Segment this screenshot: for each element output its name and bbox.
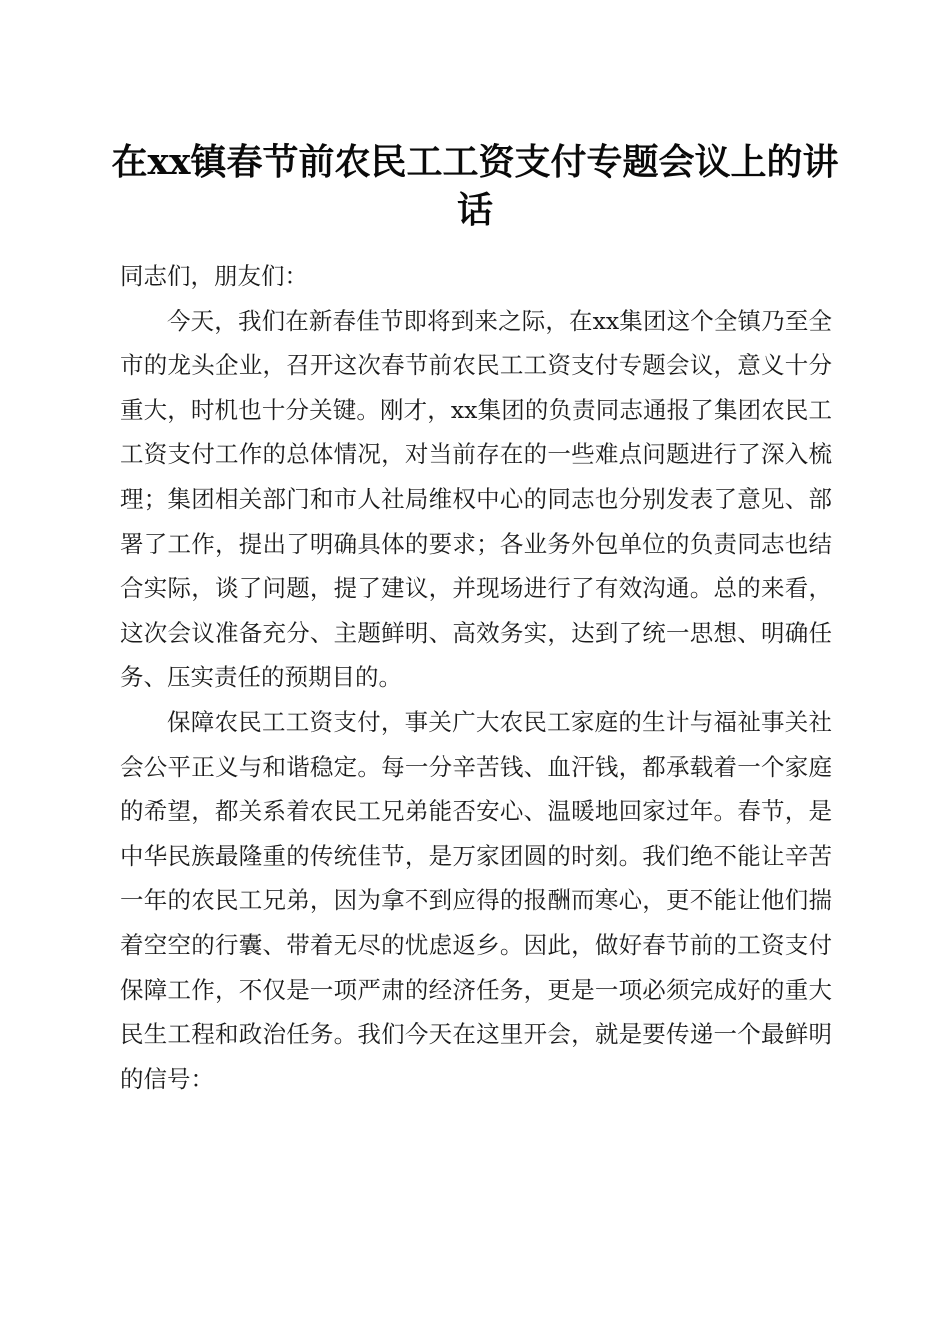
salutation: 同志们，朋友们： xyxy=(120,262,308,290)
paragraph-1: 今天，我们在新春佳节即将到来之际，在xx集团这个全镇乃至全市的龙头企业，召开这次春节前农民工工资支付专题会议，意义十分重大，时机也十分关键。刚才，xx集团的负责同志通报了集团农民工工资支付工作的总体情况，对当前存在的一些难点问题进行了深入梳理；集团相关部门和市人社局维权中心的同志也分别发表了意见、部署了工作，提出了明确具体的要求；各业务外包单位的负责同志也结合实际，谈了问题，提了建议，并现场进行了有效沟通。总的来看，这次会议准备充分、主题鲜明、高效务实，达到了统一思想、明确任务、压实责任的预期目的。 xyxy=(120,306,832,692)
document-body xyxy=(120,254,832,1101)
paragraph-2: 保障农民工工资支付，事关广大农民工家庭的生计与福祉事关社会公平正义与和谐稳定。每一分辛苦钱、血汗钱，都承载着一个家庭的希望，都关系着农民工兄弟能否安心、温暖地回家过年。春节，是中华民族最隆重的传统佳节，是万家团圆的时刻。我们绝不能让辛苦一年的农民工兄弟，因为拿不到应得的报酬而寒心，更不能让他们揣着空空的行囊、带着无尽的忧虑返乡。因此，做好春节前的工资支付保障工作，不仅是一项严肃的经济任务，更是一项必须完成好的重大民生工程和政治任务。我们今天在这里开会，就是要传递一个最鲜明的信号： xyxy=(120,707,832,1093)
document-title: 在xx镇春节前农民工工资支付专题会议上的讲话 xyxy=(111,141,839,231)
